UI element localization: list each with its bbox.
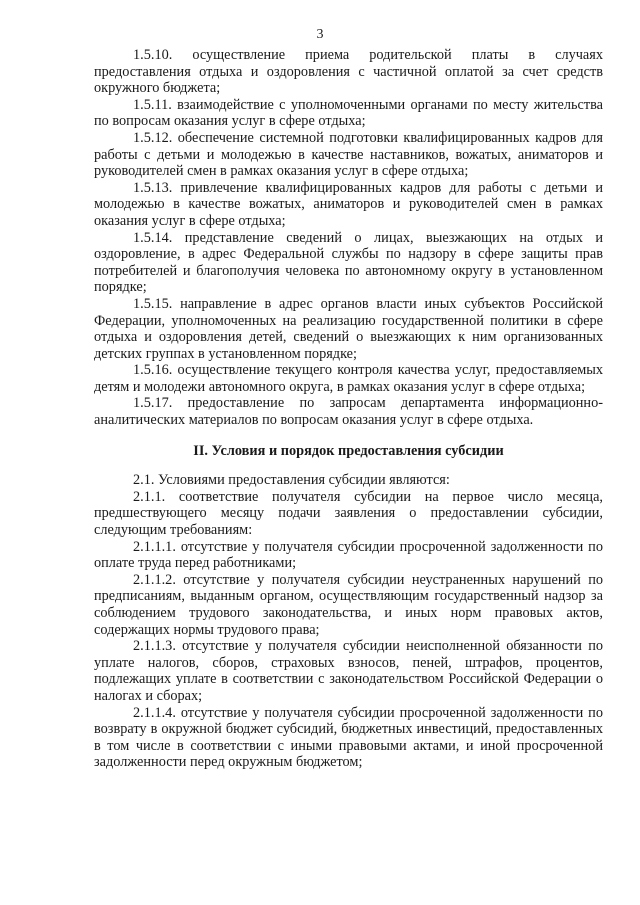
paragraph-1-5-12: 1.5.12. обеспечение системной подготовки квалифицированных кадров для работы с детьми и молодежью в качестве наставников, вожатых, аниматоров и руководителей смен в рамках оказания услуг в сфере отдыха; xyxy=(94,129,603,180)
paragraph-2-1-1: 2.1.1. соответствие получателя субсидии на первое число месяца, предшествующего месяцу подачи заявления о предоставлении субсидии, следующим требованиям: xyxy=(94,488,603,539)
paragraph-2-1-1-3: 2.1.1.3. отсутствие у получателя субсидии неисполненной обязанности по уплате налогов, сборов, страховых взносов, пеней, штрафов, процентов, подлежащих уплате в соответствии с законодательством Российской Федерации о налогах и сборах; xyxy=(94,638,603,704)
paragraph-1-5-15: 1.5.15. направление в адрес органов власти иных субъектов Российской Федерации, уполномоченных на реализацию государственной политики в сфере отдыха и оздоровления детей, сведений о выезжающих к ним организованных детских группах в установленном порядке; xyxy=(94,295,603,362)
paragraph-1-5-17: 1.5.17. предоставление по запросам департамента информационно-аналитических материалов по вопросам оказания услуг в сфере отдыха. xyxy=(94,395,603,429)
paragraph-2-1-1-4: 2.1.1.4. отсутствие у получателя субсидии просроченной задолженности по возврату в окружной бюджет субсидий, бюджетных инвестиций, предоставленных в том числе в соответствии с иными правовыми актами, и иной просроченной задолженности перед окружным бюджетом; xyxy=(94,704,603,771)
paragraph-2-1-1-1: 2.1.1.1. отсутствие у получателя субсидии просроченной задолженности по оплате труда перед работниками; xyxy=(94,538,603,572)
page-number: 3 xyxy=(316,27,324,42)
paragraph-2-1-1-2: 2.1.1.2. отсутствие у получателя субсидии неустраненных нарушений по предписаниям, выданным органом, осуществляющим государственный надзор за соблюдением трудового законодательства, и иных норм правовых актов, содержащих нормы трудового права; xyxy=(94,571,603,638)
paragraph-1-5-13: 1.5.13. привлечение квалифицированных кадров для работы с детьми и молодежью в качестве вожатых, аниматоров и руководителей смен в рамках оказания услуг в сфере отдыха; xyxy=(94,179,603,229)
paragraph-1-5-14: 1.5.14. представление сведений о лицах, выезжающих на отдых и оздоровление, в адрес Федеральной службы по надзору в сфере защиты прав потребителей и благополучия человека по автономному округу в установленном порядке; xyxy=(94,229,603,296)
paragraph-1-5-10: 1.5.10. осуществление приема родительской платы в случаях предоставления отдыха и оздоровления с частичной оплатой за счет средств окружного бюджета; xyxy=(94,47,603,97)
paragraph-2-1: 2.1. Условиями предоставления субсидии являются: xyxy=(133,472,450,489)
section-heading: II. Условия и порядок предоставления субсидии xyxy=(193,442,504,459)
paragraph-1-5-16: 1.5.16. осуществление текущего контроля качества услуг, предоставляемых детям и молодежи автономного округа, в рамках оказания услуг в сфере отдыха; xyxy=(94,362,603,395)
paragraph-1-5-11: 1.5.11. взаимодействие с уполномоченными органами по месту жительства по вопросам оказания услуг в сфере отдыха; xyxy=(94,96,603,130)
document-body xyxy=(94,47,603,771)
